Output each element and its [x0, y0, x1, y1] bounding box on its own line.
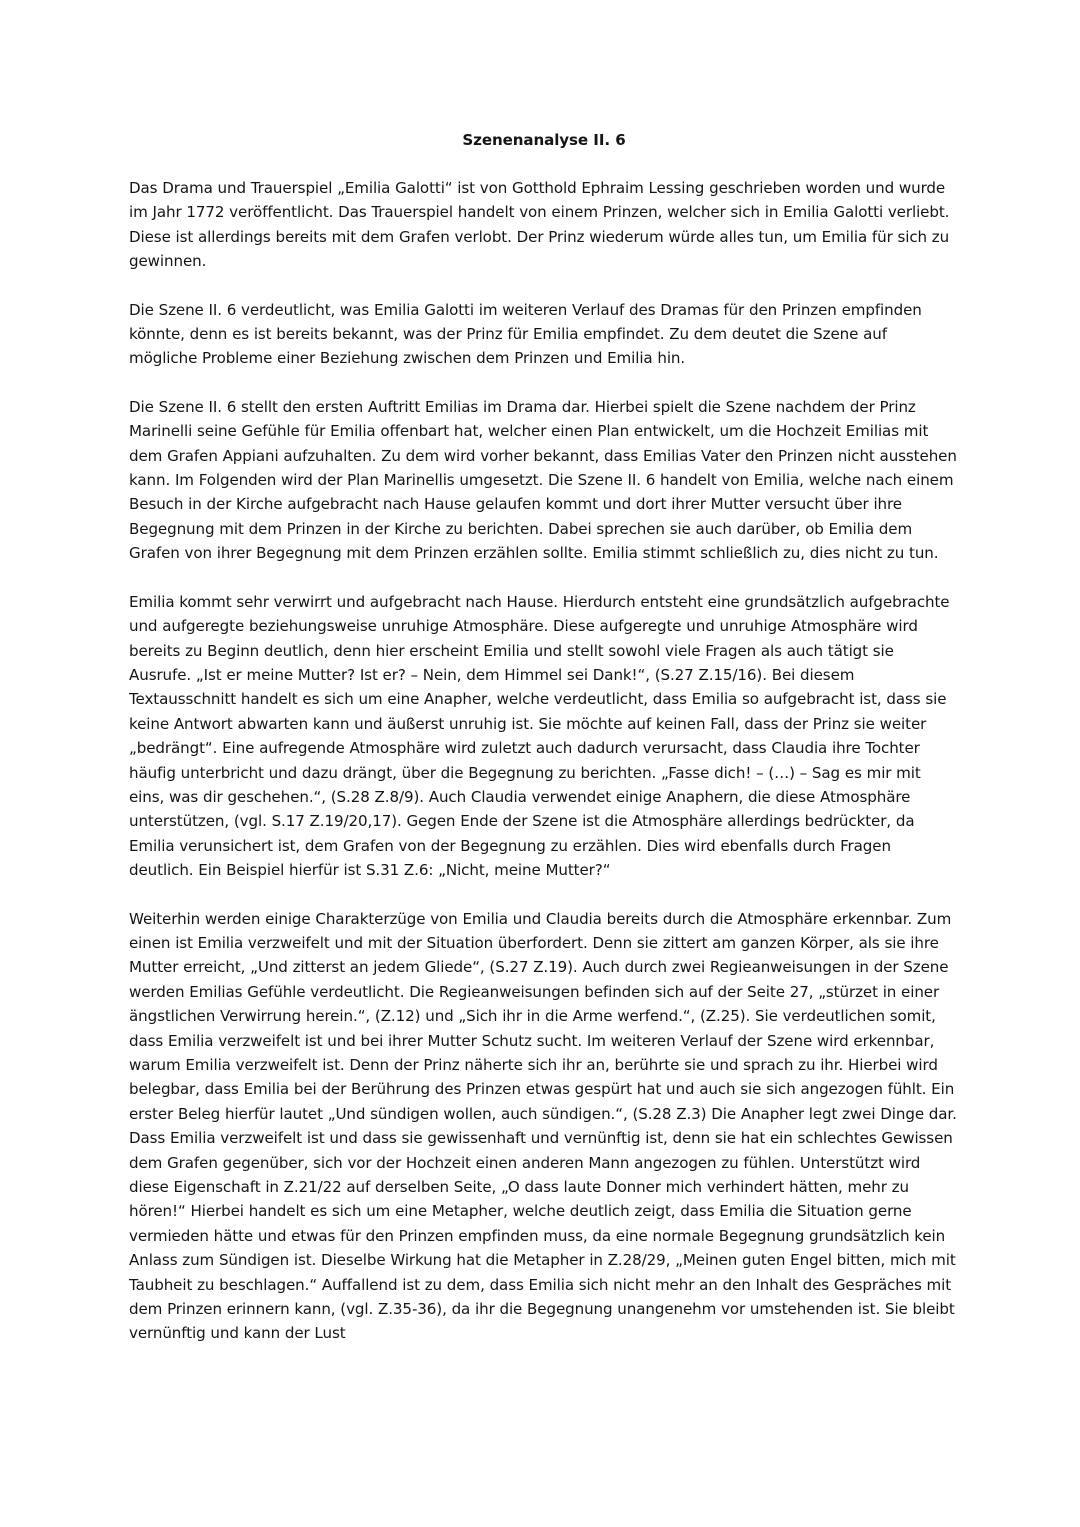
document-page	[129, 128, 959, 1346]
paragraph-atmosphere: Emilia kommt sehr verwirrt und aufgebracht nach Hause. Hierdurch entsteht eine grundsätzlich aufgebrachte und aufgeregte beziehungsweise unruhige Atmosphäre. Diese aufgeregte und unruhige Atmosphäre wird bereits zu Beginn deutlich, denn hier erscheint Emilia und stellt sowohl viele Fragen als auch tätigt sie Ausrufe. „Ist er meine Mutter? Ist er? – Nein, dem Himmel sei Dank!“, (S.27 Z.15/16). Bei diesem Textausschnitt handelt es sich um eine Anapher, welche verdeutlicht, dass Emilia so aufgebracht ist, dass sie keine Antwort abwarten kann und äußerst unruhig ist. Sie möchte auf keinen Fall, dass der Prinz sie weiter „bedrängt“. Eine aufregende Atmosphäre wird zuletzt auch dadurch verursacht, dass Claudia ihre Tochter häufig unterbricht und dazu drängt, über die Begegnung zu berichten. „Fasse dich! – (…) – Sag es mir mit eins, was dir geschehen.“, (S.28 Z.8/9). Auch Claudia verwendet einige Anaphern, die diese Atmosphäre unterstützen, (vgl. S.17 Z.19/20,17). Gegen Ende der Szene ist die Atmosphäre allerdings bedrückter, da Emilia verunsichert ist, dem Grafen von der Begegnung zu erzählen. Dies wird ebenfalls durch Fragen deutlich. Ein Beispiel hierfür ist S.31 Z.6: „Nicht, meine Mutter?“	[129, 592, 950, 880]
paragraph-introduction: Das Drama und Trauerspiel „Emilia Galotti“ ist von Gotthold Ephraim Lessing geschrieben worden und wurde im Jahr 1772 veröffentlicht. Das Trauerspiel handelt von einem Prinzen, welcher sich in Emilia Galotti verliebt. Diese ist allerdings bereits mit dem Grafen verlobt. Der Prinz wiederum würde alles tun, um Emilia für sich zu gewinnen.	[129, 179, 950, 271]
paragraph-scene-summary: Die Szene II. 6 stellt den ersten Auftritt Emilias im Drama dar. Hierbei spielt die Szene nachdem der Prinz Marinelli seine Gefühle für Emilia offenbart hat, welcher einen Plan entwickelt, um die Hochzeit Emilias mit dem Grafen Appiani aufzuhalten. Zu dem wird vorher bekannt, dass Emilias Vater den Prinzen nicht ausstehen kann. Im Folgenden wird der Plan Marinellis umgesetzt. Die Szene II. 6 handelt von Emilia, welche nach einem Besuch in der Kirche aufgebracht nach Hause gelaufen kommt und dort ihrer Mutter versucht über ihre Begegnung mit dem Prinzen in der Kirche zu berichten. Dabei sprechen sie auch darüber, ob Emilia dem Grafen von ihrer Begegnung mit dem Prinzen erzählen sollte. Emilia stimmt schließlich zu, dies nicht zu tun.	[129, 397, 957, 563]
paragraph-characters: Weiterhin werden einige Charakterzüge von Emilia und Claudia bereits durch die Atmosphäre erkennbar. Zum einen ist Emilia verzweifelt und mit der Situation überfordert. Denn sie zittert am ganzen Körper, als sie ihre Mutter erreicht, „Und zitterst an jedem Gliede“, (S.27 Z.19). Auch durch zwei Regieanweisungen in der Szene werden Emilias Gefühle verdeutlicht. Die Regieanweisungen befinden sich auf der Seite 27, „stürzet in einer ängstlichen Verwirrung herein.“, (Z.12) und „Sich ihr in die Arme werfend.“, (Z.25). Sie verdeutlichen somit, dass Emilia verzweifelt ist und bei ihrer Mutter Schutz sucht. Im weiteren Verlauf der Szene wird erkennbar, warum Emilia verzweifelt ist. Denn der Prinz näherte sich ihr an, berührte sie und sprach zu ihr. Hierbei wird belegbar, dass Emilia bei der Berührung des Prinzen etwas gespürt hat und auch sie sich angezogen fühlt. Ein erster Beleg hierfür lautet „Und sündigen wollen, auch sündigen.“, (S.28 Z.3) Die Anapher legt zwei Dinge dar. Dass Emilia verzweifelt ist und dass sie gewissenhaft und vernünftig ist, denn sie hat ein schlechtes Gewissen dem Grafen gegenüber, sich vor der Hochzeit einen anderen Mann angezogen zu fühlen. Unterstützt wird diese Eigenschaft in Z.21/22 auf derselben Seite, „O dass laute Donner mich verhindert hätten, mehr zu hören!“ Hierbei handelt es sich um eine Metapher, welche deutlich zeigt, dass Emilia die Situation gerne vermieden hätte und etwas für den Prinzen empfinden muss, da eine normale Begegnung grundsätzlich kein Anlass zum Sündigen ist. Dieselbe Wirkung hat die Metapher in Z.28/29, „Meinen guten Engel bitten, mich mit Taubheit zu beschlagen.“ Auffallend ist zu dem, dass Emilia sich nicht mehr an den Inhalt des Gespräches mit dem Prinzen erinnern kann, (vgl. Z.35-36), da ihr die Begegnung unangenehm vor umstehenden ist. Sie bleibt vernünftig und kann der Lust	[129, 909, 957, 1343]
paragraph-scene-significance: Die Szene II. 6 verdeutlicht, was Emilia Galotti im weiteren Verlauf des Dramas für den Prinzen empfinden könnte, denn es ist bereits bekannt, was der Prinz für Emilia empfindet. Zu dem deutet die Szene auf mögliche Probleme einer Beziehung zwischen dem Prinzen und Emilia hin.	[129, 300, 922, 368]
page-title: Szenenanalyse II. 6	[462, 131, 626, 149]
